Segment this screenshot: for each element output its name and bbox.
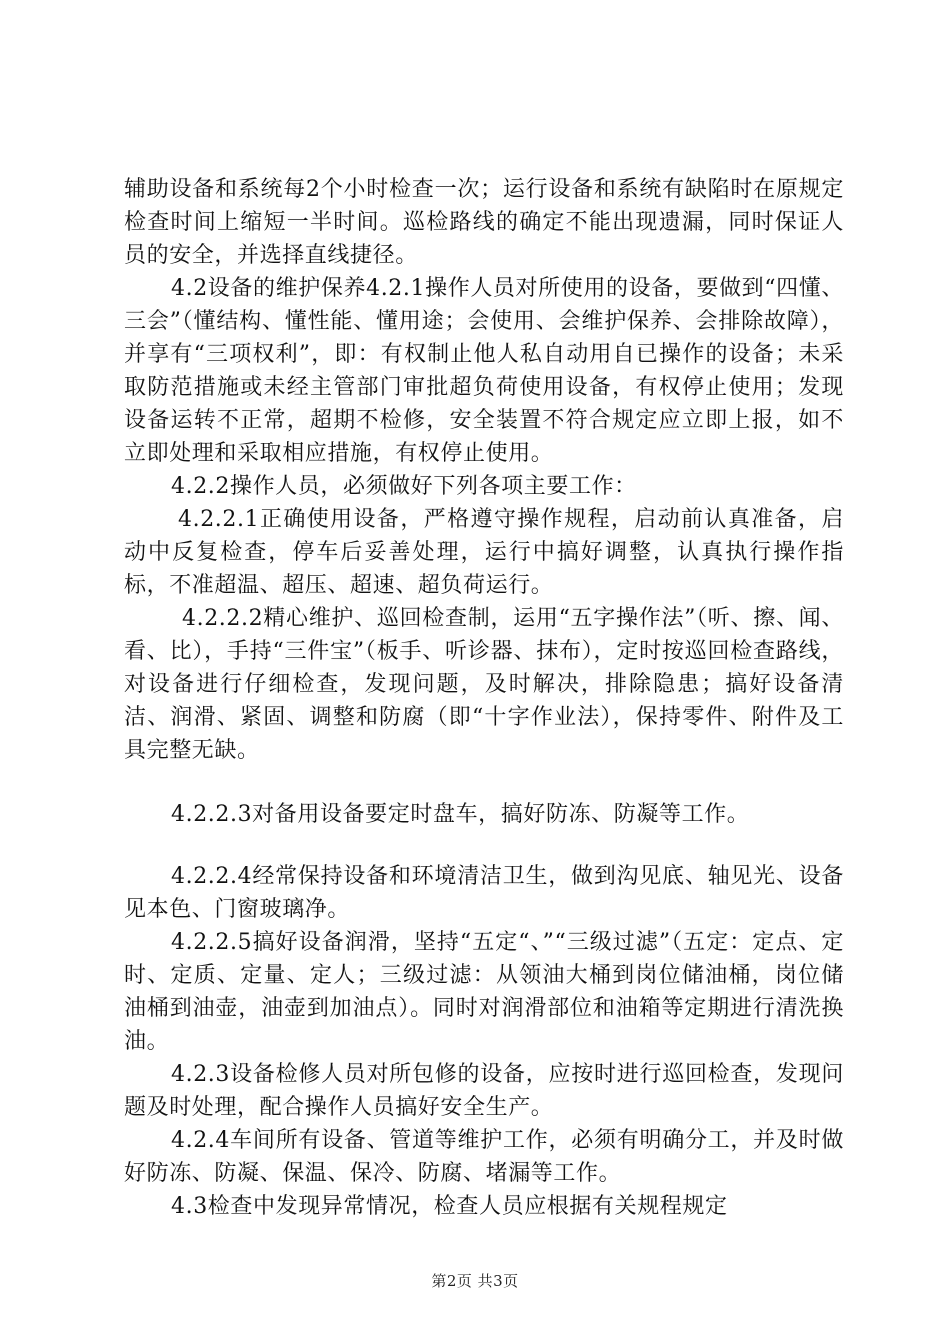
paragraph-4-2-4: 4.2.4车间所有设备、管道等维护工作，必须有明确分工，并及时做好防冻、防凝、保温、保冷、防腐、堵漏等工作。 <box>124 1128 844 1186</box>
paragraph-4-2-maintenance: 4.2设备的维护保养4.2.1操作人员对所使用的设备，要做到“四懂、三会”（懂结构、懂性能、懂用途；会使用、会维护保养、会排除故障），并享有“三项权利”，即：有权制止他人私自动用自已操作的设备；未采取防范措施或未经主管部门审批超负荷使用设备，有权停止使用；发现设备运转不正常，超期不检修，安全装置不符合规定应立即上报，如不立即处理和采取相应措施，有权停止使用。 <box>124 276 844 466</box>
paragraph-4-2-2-1: 4.2.2.1正确使用设备，严格遵守操作规程，启动前认真准备，启动中反复检查，停车后妥善处理，运行中搞好调整，认真执行操作指标，不准超温、超压、超速、超负荷运行。 <box>124 507 844 598</box>
paragraph-4-2-2-operators: 4.2.2操作人员，必须做好下列各项主要工作： <box>171 474 637 499</box>
paragraph-4-2-2-3: 4.2.2.3对备用设备要定时盘车，搞好防冻、防凝等工作。 <box>171 802 750 827</box>
paragraph-inspection-interval: 辅助设备和系统每2个小时检查一次；运行设备和系统有缺陷时在原规定检查时间上缩短一半时间。巡检路线的确定不能出现遗漏，同时保证人员的安全，并选择直线捷径。 <box>124 177 844 268</box>
paragraph-4-3: 4.3检查中发现异常情况，检查人员应根据有关规程规定 <box>171 1194 728 1219</box>
paragraph-4-2-2-5: 4.2.2.5搞好设备润滑，坚持“五定“、”“三级过滤”（五定：定点、定时、定质、定量、定人；三级过滤：从领油大桶到岗位储油桶，岗位储油桶到油壶，油壶到加油点）。同时对润滑部位和油箱等定期进行清洗换油。 <box>124 930 844 1054</box>
paragraph-4-2-3: 4.2.3设备检修人员对所包修的设备，应按时进行巡回检查，发现问题及时处理，配合操作人员搞好安全生产。 <box>124 1062 844 1120</box>
paragraph-4-2-2-2: 4.2.2.2精心维护、巡回检查制，运用“五字操作法”（听、擦、闻、看、比），手持“三件宝”（板手、听诊器、抹布），定时按巡回检查路线，对设备进行仔细检查，发现问题，及时解决，排除隐患；搞好设备清洁、润滑、紧固、调整和防腐（即“十字作业法），保持零件、附件及工具完整无缺。 <box>124 606 844 763</box>
document-body <box>124 173 844 1223</box>
paragraph-4-2-2-4: 4.2.2.4经常保持设备和环境清洁卫生，做到沟见底、轴见光、设备见本色、门窗玻璃净。 <box>124 864 844 922</box>
page-number-footer: 第2页 共3页 <box>431 1272 519 1290</box>
